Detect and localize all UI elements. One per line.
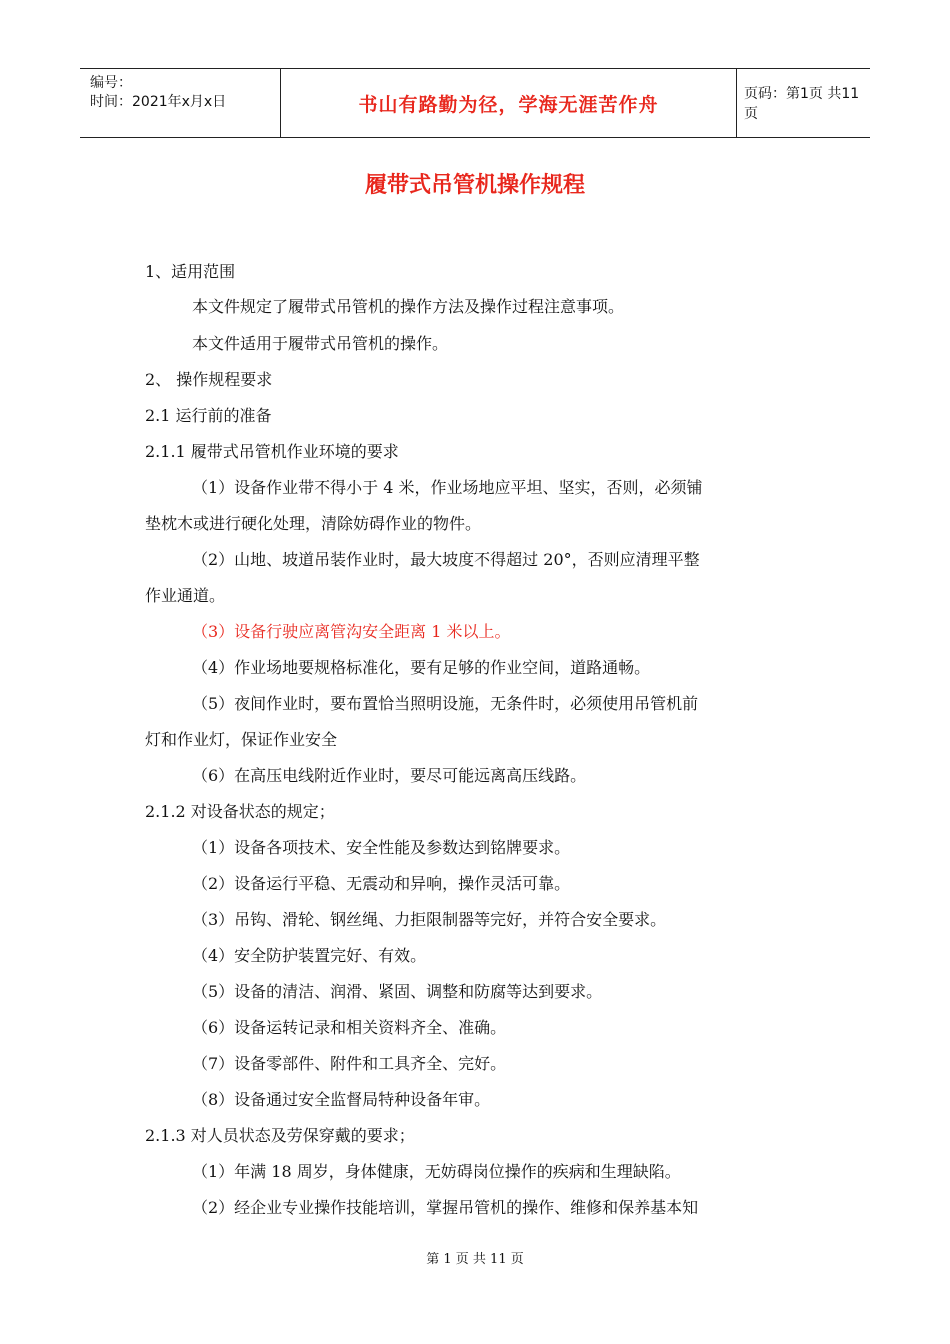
list-item: （2）经企业专业操作技能培训，掌握吊管机的操作、维修和保养基本知 [192, 1198, 699, 1217]
highlighted-line: （3）设备行驶应离管沟安全距离 1 米以上。 [192, 622, 511, 641]
subsection-heading: 2.1.1 履带式吊管机作业环境的要求 [145, 442, 399, 461]
list-item: （8）设备通过安全监督局特种设备年审。 [192, 1090, 491, 1109]
paragraph-line: 本文件规定了履带式吊管机的操作方法及操作过程注意事项。 [192, 297, 625, 316]
paragraph-line: 本文件适用于履带式吊管机的操作。 [192, 334, 449, 353]
document-title: 履带式吊管机操作规程 [364, 173, 585, 198]
header-page-cell [736, 69, 870, 137]
header-table [80, 68, 870, 138]
list-item: （5）设备的清洁、润滑、紧固、调整和防腐等达到要求。 [192, 982, 603, 1001]
paragraph-line: 灯和作业灯，保证作业安全 [145, 730, 338, 749]
header-page-label: 页码：第1页 共11页 [744, 86, 860, 122]
paragraph-line: （4）作业场地要规格标准化，要有足够的作业空间，道路通畅。 [192, 658, 651, 677]
list-item: （7）设备零部件、附件和工具齐全、完好。 [192, 1054, 507, 1073]
subsection-heading: 2.1.3 对人员状态及劳保穿戴的要求； [145, 1126, 415, 1145]
paragraph-line: 作业通道。 [145, 586, 226, 605]
paragraph-line: （6）在高压电线附近作业时，要尽可能远离高压线路。 [192, 766, 587, 785]
list-item: （6）设备运转记录和相关资料齐全、准确。 [192, 1018, 507, 1037]
list-item: （2）设备运行平稳、无震动和异响，操作灵活可靠。 [192, 874, 571, 893]
header-motto: 书山有路勤为径，学海无涯苦作舟 [358, 93, 659, 116]
header-left-cell [80, 69, 280, 137]
paragraph-line: （1）设备作业带不得小于 4 米，作业场地应平坦、坚实，否则，必须铺 [192, 478, 703, 497]
subsection-heading: 2.1 运行前的准备 [145, 406, 272, 425]
doc-time-label: 时间：2021年x月x日 [90, 94, 227, 110]
list-item: （4）安全防护装置完好、有效。 [192, 946, 427, 965]
paragraph-line: 垫枕木或进行硬化处理，清除妨碍作业的物件。 [145, 514, 482, 533]
subsection-heading: 2.1.2 对设备状态的规定； [145, 802, 335, 821]
header-motto-cell [280, 69, 737, 137]
list-item: （3）吊钩、滑轮、钢丝绳、力拒限制器等完好，并符合安全要求。 [192, 910, 667, 929]
list-item: （1）设备各项技术、安全性能及参数达到铭牌要求。 [192, 838, 571, 857]
section-heading: 1、适用范围 [145, 262, 236, 281]
doc-number-label: 编号： [90, 75, 132, 91]
section-heading: 2、 操作规程要求 [145, 370, 273, 389]
paragraph-line: （5）夜间作业时，要布置恰当照明设施，无条件时，必须使用吊管机前 [192, 694, 699, 713]
page-footer: 第 1 页 共 11 页 [426, 1252, 524, 1267]
list-item: （1）年满 18 周岁，身体健康，无妨碍岗位操作的疾病和生理缺陷。 [192, 1162, 681, 1181]
paragraph-line: （2）山地、坡道吊装作业时，最大坡度不得超过 20°，否则应清理平整 [192, 550, 700, 569]
